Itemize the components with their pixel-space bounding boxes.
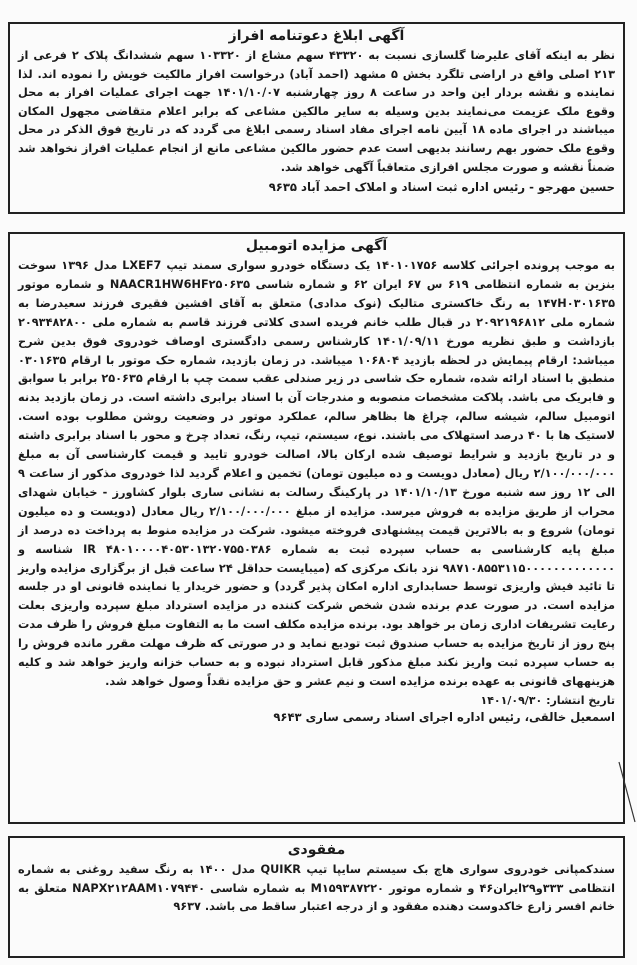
lost-document-notice [8,836,625,958]
margin-pen-mark [617,760,637,830]
partition-notice [8,22,625,214]
partition-notice-title: آگهی ابلاغ دعوتنامه افراز [228,28,405,44]
auction-notice-title: آگهی مزایده اتومبیل [245,238,388,254]
auction-notice-signature: اسمعیل خالقی، رئیس اداره اجرای اسناد رسمی ساری ۹۶۴۳ [273,709,615,724]
partition-notice-body: نظر به اینکه آقای علیرضا گلسازی نسبت به ۴۳۳۲۰ سهم مشاع از ۱۰۳۳۲۰ سهم ششدانگ پلاک ۲ فرعی از ۲۱۳ اصلی واقع در اراضی تلگرد بخش ۵ مشهد (احمد آباد) درخواست افراز مالکیت خویش را نموده اند. لذا نماینده و نقشه بردار این واحد در ساعت ۸ روز چهارشنبه ۱۴۰۱/۱۰/۰۷ جهت اجرای عملیات افراز به محل وقوع ملک عزیمت می‌نمایند بدین وسیله به سایر مالکین مشاعی که برابر اعلام متقاضی مجهول المکان میباشند در اجرای ماده ۱۸ آیین نامه اجرای مفاد اسناد رسمی ابلاغ می گردد که در تاریخ فوق الذکر در محل وقوع ملک حضور بهم رسانند بدیهی است عدم حضور مالکین مشاعی مانع از انجام عملیات افراز نخواهد شد ضمناً نقشه و صورت مجلس افرازی متعاقباً آگهی خواهد شد. [18,49,616,174]
auction-notice [8,232,625,824]
partition-notice-signature: حسین مهرجو - رئیس اداره ثبت اسناد و املاک احمد آباد ۹۶۳۵ [268,180,615,195]
lost-document-title: مفقودی [287,842,346,858]
lost-document-body: سندکمپانی خودروی سواری هاچ بک سیستم سایپا تیپ QUIKR مدل ۱۴۰۰ به رنگ سفید روغنی به شماره انتظامی ۳۳۳و۲۹ایران۴۶ و شماره موتور M۱۵۹۳۸۷۲۲۰ به شماره شاسی NAPX۲۱۲AAM۱۰۷۹۴۴۰ متعلق به خانم افسر زارع خاکدوست دهنده مفقود و از درجه اعتبار ساقط می باشد. ۹۶۳۷ [18,863,615,913]
auction-notice-body: به موجب پرونده اجرائی کلاسه ۱۴۰۱۰۱۷۵۶ یک دستگاه خودرو سواری سمند تیپ LXEF7 مدل ۱۳۹۶ سوخت بنزین به شماره انتظامی ۶۱۹ س ۶۷ ایران ۶۲ و شماره شاسی NAACR1HW6HF۲۵۰۶۳۵ و شماره موتور ۱۴۷H۰۳۰۱۶۳۵ به رنگ خاکستری متالیک (نوک مدادی) متعلق به آقای افشین فقیری فرزند سعیدرضا به شماره ملی ۲۰۹۲۱۹۶۸۱۲ در قبال طلب خانم فریده اسدی کلاتی فرزند قاسم به شماره ملی ۲۰۹۳۴۸۲۸۰۰ بازداشت و طبق نظریه مورخ ۱۴۰۱/۰۹/۱۱ کارشناس رسمی دادگستری اوصاف خودروی فوق بدین شرح میباشد: ارقام پیمایش در لحظه بازدید ۱۰۶۸۰۴ میباشد. در زمان بازدید، شماره حک موتور با ارقام ۰۳۰۱۶۳۵ منطبق با اسناد ارائه شده، شماره حک شاسی در زیر صندلی عقب سمت چپ با ارقام ۲۵۰۶۳۵ برابر با سوابق و فابریک می باشد. پلاکت مشخصات منصوبه و مندرجات آن با اسناد برابری داشته است. در زمان بازدید بدنه اتومبیل سالم، شیشه سالم، چراغ ها بظاهر سالم، عملکرد موتور در وضعیت روشن مطلوب بوده است. لاستیک ها با ۴۰ درصد استهلاک می باشند. نوع، سیستم، تیپ، رنگ، تعداد چرخ و محور با اسناد برابری داشته و در تاریخ بازدید و شرایط توصیف شده ارکان بالا، اصالت خودرو تایید و قیمت کارشناسی آن به مبلغ ۲/۱۰۰/۰۰۰/۰۰۰ ریال (معادل دویست و ده میلیون تومان) تخمین و اعلام گردید لذا خودروی مذکور از ساعت ۹ الی ۱۲ روز سه شنبه مورخ ۱۴۰۱/۱۰/۱۳ در پارکینگ رسالت به نشانی ساری بلوار کشاورز - خیابان شهدای محراب از طریق مزایده به فروش میرسد. مزایده از مبلغ ۲/۱۰۰/۰۰۰/۰۰۰ ریال معادل (دویست و ده میلیون تومان) شروع و به بالاترین قیمت پیشنهادی فروخته میشود. شرکت در مزایده منوط به پرداخت ده درصد از مبلغ پایه کارشناسی به حساب سپرده ثبت به شماره IR ۴۸۰۱۰۰۰۰۴۰۵۳۰۱۳۲۰۷۵۵۰۳۸۶ شناسه و ۹۸۷۱۰۸۵۵۳۱۱۵۰۰۰۰۰۰۰۰۰۰۰۰۰ نزد بانک مرکزی که (میبایست حداقل ۲۴ ساعت قبل از برگزاری مزایده واریز تا تائید فیش واریزی توسط حسابداری اداره امکان پذیر گردد) و حضور خریدار یا نماینده قانونی او در جلسه مزایده است. در صورت عدم برنده شدن شخص شرکت کننده در مزایده استرداد مبلغ سپرده واریزی بعلت رعایت تشریفات اداری زمان بر خواهد بود. برنده مزایده مکلف است ما به التفاوت مبلغ فروش را ظرف مدت پنج روز از تاریخ مزایده به حساب صندوق ثبت تودیع نماید و در صورتی که ظرف مهلت مقرر مانده فروش را به حساب سپرده ثبت واریز نکند مبلغ مذکور قابل استرداد نبوده و به حساب خزانه واریز خواهد شد و کلیه هزینههای قانونی به عهده برنده مزایده است و نیم عشر و حق مزایده نقداً وصول خواهد شد. [18,259,616,688]
auction-publish-date: تاریخ انتشار: ۱۴۰۱/۰۹/۳۰ [480,693,615,707]
